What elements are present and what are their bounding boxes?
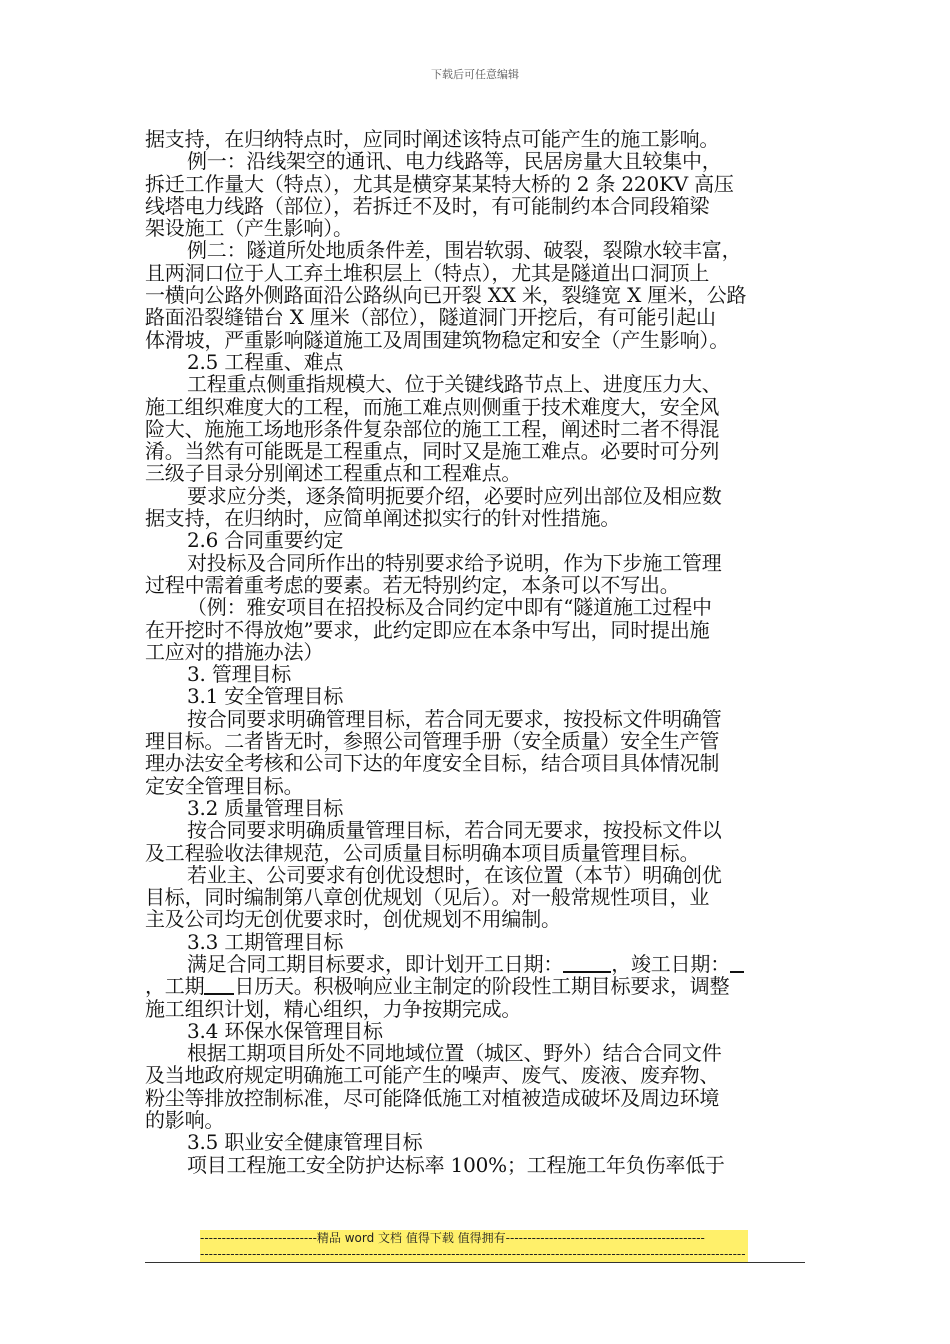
paragraph-line: 例二：隧道所处地质条件差，围岩软弱、破裂，裂隙水较丰富， <box>187 238 742 263</box>
section-heading-3-1: 3.1 安全管理目标 <box>187 684 344 709</box>
paragraph-line: 施工组织计划，精心组织，力争按期完成。 <box>145 996 522 1021</box>
footer-banner-line: ------------------------------------------------------------------------------------------------------------------------------ <box>200 1247 746 1261</box>
schedule-line <box>145 953 805 975</box>
paragraph-line: 三级子目录分别阐述工程重点和工程难点。 <box>145 461 522 486</box>
paragraph-line: 过程中需着重考虑的要素。若无特别约定，本条可以不写出。 <box>145 572 680 597</box>
footer-banner <box>200 1230 748 1262</box>
section-heading-3-4: 3.4 环保水保管理目标 <box>187 1018 383 1043</box>
section-heading-3-2: 3.2 质量管理目标 <box>187 795 344 820</box>
paragraph-line: 线塔电力线路（部位），若拆迁不及时，有可能制约本合同段箱梁 <box>145 193 710 218</box>
duration-label: ，工期 <box>145 974 205 999</box>
footer-divider <box>145 1262 805 1263</box>
paragraph-line: 对投标及合同所作出的特别要求给予说明，作为下步施工管理 <box>187 550 722 575</box>
paragraph-line: 粉尘等排放控制标准，尽可能降低施工对植被造成破坏及周边环境 <box>145 1085 720 1110</box>
paragraph-line: 根据工期项目所处不同地域位置（城区、野外）结合合同文件 <box>187 1041 722 1066</box>
paragraph-line: 工程重点侧重指规模大、位于关键线路节点上、进度压力大、 <box>187 372 722 397</box>
paragraph-line: 且两洞口位于人工弃土堆积层上（特点），尤其是隧道出口洞顶上 <box>145 260 710 285</box>
section-heading-2-6: 2.6 合同重要约定 <box>187 528 344 553</box>
paragraph-line: 按合同要求明确管理目标，若合同无要求，按投标文件明确管 <box>187 706 722 731</box>
paragraph-line: 目标，同时编制第八章创优规划（见后）。对一般常规性项目，业 <box>145 885 710 910</box>
paragraph-line: 项目工程施工安全防护达标率 100%；工程施工年负伤率低于 <box>187 1152 725 1177</box>
paragraph-line: 险大、施施工场地形条件复杂部位的施工工程，阐述时二者不得混 <box>145 416 720 441</box>
paragraph-line: 一横向公路外侧路面沿公路纵向已开裂 XX 米，裂缝宽 X 厘米，公路 <box>145 283 747 308</box>
paragraph-line: 路面沿裂缝错台 X 厘米（部位），隧道洞门开挖后，有可能引起山 <box>145 305 716 330</box>
paragraph-line: 据支持，在归纳特点时，应同时阐述该特点可能产生的施工影响。 <box>145 127 720 151</box>
footer-banner-line: ---------------------------精品 word 文档 值得下载 值得拥有---------------------------------------------- <box>200 1231 705 1245</box>
paragraph-line: 日历天。积极响应业主制定的阶段性工期目标要求，调整 <box>234 974 730 999</box>
schedule-line <box>145 975 805 997</box>
paragraph-line: 例一：沿线架空的通讯、电力线路等，民居房量大且较集中， <box>187 149 722 174</box>
paragraph-line: 要求应分类，逐条简明扼要介绍，必要时应列出部位及相应数 <box>187 483 722 508</box>
paragraph-line: 拆迁工作量大（特点），尤其是横穿某某特大桥的 2 条 220KV 高压 <box>145 171 734 196</box>
paragraph-line: 工应对的措施办法） <box>145 639 324 664</box>
section-heading-3-3: 3.3 工期管理目标 <box>187 929 344 954</box>
section-heading-2-5: 2.5 工程重、难点 <box>187 349 344 374</box>
paragraph-line: 体滑坡，严重影响隧道施工及周围建筑物稳定和安全（产生影响）。 <box>145 327 729 352</box>
paragraph-line: 理目标。二者皆无时，参照公司管理手册（安全质量）安全生产管 <box>145 729 720 754</box>
paragraph-line: 及当地政府规定明确施工可能产生的噪声、废气、废液、废弃物、 <box>145 1063 720 1088</box>
page-header-note: 下载后可任意编辑 <box>431 68 519 81</box>
paragraph-line: 据支持，在归纳时，应简单阐述拟实行的针对性措施。 <box>145 506 621 531</box>
paragraph-line: 理办法安全考核和公司下达的年度安全目标，结合项目具体情况制 <box>145 751 720 776</box>
paragraph-line: 施工组织难度大的工程，而施工难点则侧重于技术难度大，安全风 <box>145 394 720 419</box>
section-heading-3-5: 3.5 职业安全健康管理目标 <box>187 1130 423 1155</box>
paragraph-line: （例：雅安项目在招投标及合同约定中即有“隧道施工过程中 <box>187 595 712 620</box>
duration-blank <box>204 975 234 995</box>
paragraph-line: 若业主、公司要求有创优设想时，在该位置（本节）明确创优 <box>187 862 722 887</box>
section-heading-3: 3. 管理目标 <box>187 662 292 687</box>
paragraph-line: 及工程验收法律规范，公司质量目标明确本项目质量管理目标。 <box>145 840 700 865</box>
schedule-end-label: ，竣工日期： <box>611 951 731 976</box>
paragraph-line: 在开挖时不得放炮”要求，此约定即应在本条中写出，同时提出施 <box>145 617 710 642</box>
end-date-blank <box>730 953 744 973</box>
paragraph-line: 淆。当然有可能既是工程重点，同时又是施工难点。必要时可分列 <box>145 439 720 464</box>
paragraph-line: 架设施工（产生影响）。 <box>145 216 353 241</box>
start-date-blank <box>563 953 611 973</box>
paragraph-line: 主及公司均无创优要求时，创优规划不用编制。 <box>145 907 561 932</box>
schedule-start-label: 满足合同工期目标要求，即计划开工日期： <box>187 951 564 976</box>
paragraph-line: 定安全管理目标。 <box>145 773 304 798</box>
paragraph-line: 的影响。 <box>145 1108 225 1133</box>
document-body <box>145 128 805 1176</box>
paragraph-line: 按合同要求明确质量管理目标，若合同无要求，按投标文件以 <box>187 818 722 843</box>
